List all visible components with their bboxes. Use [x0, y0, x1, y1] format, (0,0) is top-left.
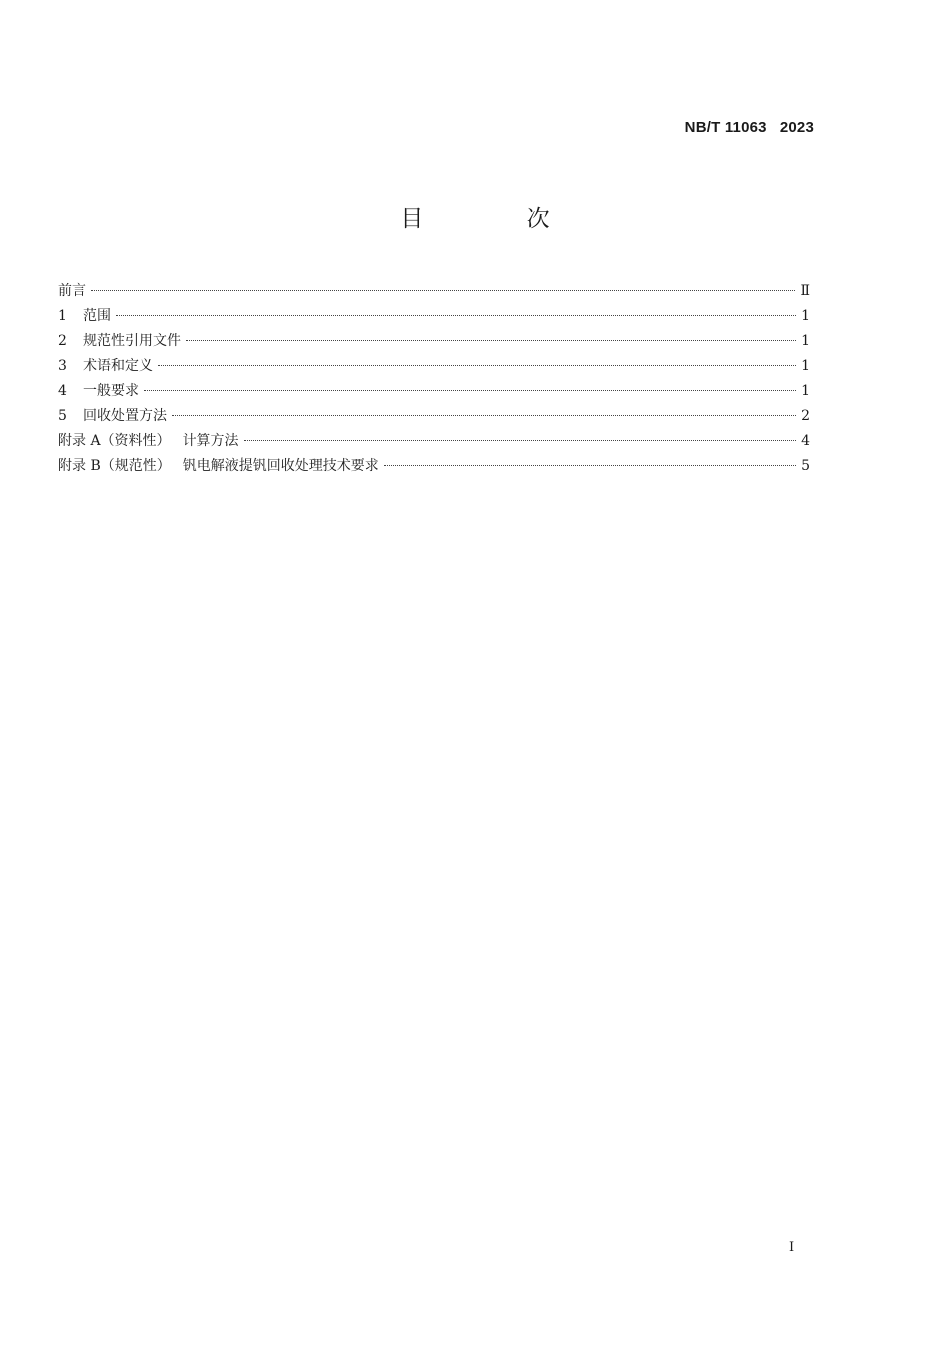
toc-entry-page: 1	[801, 358, 810, 374]
toc-leader-dots	[186, 339, 796, 341]
toc-entry-general-requirements[interactable]	[58, 379, 810, 404]
toc-leader-dots	[91, 289, 795, 291]
toc-entry-page: 2	[801, 408, 810, 424]
toc-entry-page: Ⅱ	[800, 283, 810, 299]
toc-entry-page: 5	[801, 458, 810, 474]
toc-entry-number: 3	[58, 358, 67, 374]
toc-entry-number: 4	[58, 383, 67, 399]
toc-leader-dots	[172, 414, 796, 416]
toc-entry-page: 1	[801, 333, 810, 349]
toc-entry-number: 2	[58, 333, 67, 349]
toc-leader-dots	[384, 464, 796, 466]
page-number: I	[789, 1240, 795, 1255]
page-title: 目 次	[400, 206, 598, 232]
table-of-contents	[58, 279, 810, 479]
toc-entry-label	[58, 429, 239, 454]
toc-leader-dots	[144, 389, 796, 391]
appendix-designation: 附录 A（资料性）	[58, 433, 171, 449]
toc-leader-dots	[244, 439, 797, 441]
toc-leader-dots	[116, 314, 796, 316]
toc-entry-foreword[interactable]	[58, 279, 810, 304]
toc-entry-recycling-methods[interactable]	[58, 404, 810, 429]
toc-entry-terms-definitions[interactable]	[58, 354, 810, 379]
toc-entry-label: 前言	[58, 283, 86, 299]
toc-entry-label: 回收处置方法	[83, 408, 167, 424]
toc-entry-label: 术语和定义	[83, 358, 153, 374]
toc-entry-label	[58, 454, 379, 479]
toc-leader-dots	[158, 364, 796, 366]
toc-entry-number: 1	[58, 308, 67, 324]
toc-entry-appendix-b[interactable]	[58, 454, 810, 479]
toc-entry-page: 1	[801, 383, 810, 399]
toc-entry-number: 5	[58, 408, 67, 424]
toc-entry-label: 一般要求	[83, 383, 139, 399]
standard-code: NB/T 11063 2023	[684, 119, 814, 136]
toc-entry-scope[interactable]	[58, 304, 810, 329]
toc-entry-normative-references[interactable]	[58, 329, 810, 354]
toc-entry-page: 4	[801, 433, 810, 449]
appendix-title: 钒电解液提钒回收处理技术要求	[182, 458, 379, 474]
appendix-title: 计算方法	[182, 433, 239, 449]
toc-entry-label: 规范性引用文件	[83, 333, 181, 349]
toc-entry-appendix-a[interactable]	[58, 429, 810, 454]
toc-entry-label: 范围	[83, 308, 111, 324]
appendix-designation: 附录 B（规范性）	[58, 458, 171, 474]
toc-entry-page: 1	[801, 308, 810, 324]
